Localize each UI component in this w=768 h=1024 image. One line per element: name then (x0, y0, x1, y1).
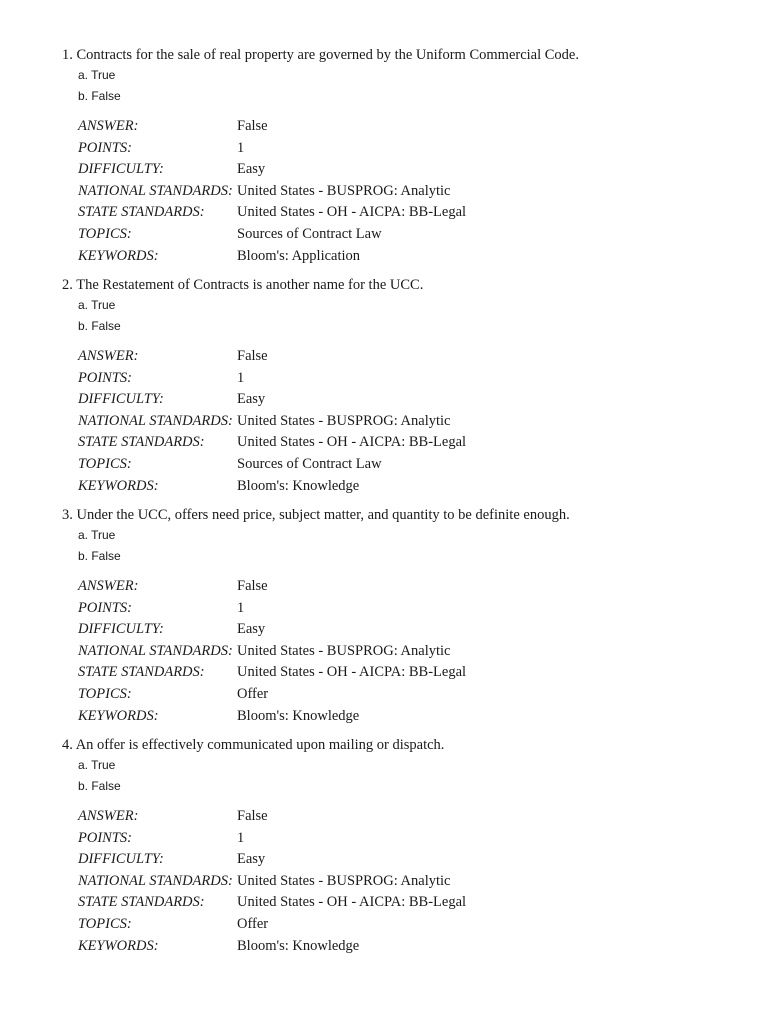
points-row (78, 138, 742, 160)
difficulty-row (78, 849, 742, 871)
answer-metadata (78, 576, 742, 727)
national-standards-row (78, 181, 742, 203)
difficulty-label: DIFFICULTY: (78, 391, 164, 408)
points-label: POINTS: (78, 139, 132, 156)
option-b: b. False (78, 89, 121, 103)
national-standards-row (78, 871, 742, 893)
national-standards-value: United States - BUSPROG: Analytic (237, 182, 451, 199)
answer-row (78, 346, 742, 368)
national-standards-label: NATIONAL STANDARDS: (78, 872, 233, 889)
option-a: a. True (78, 298, 116, 312)
state-standards-label: STATE STANDARDS: (78, 664, 205, 681)
answer-label: ANSWER: (78, 578, 139, 594)
answer-metadata (78, 806, 742, 957)
keywords-value: Bloom's: Application (237, 247, 361, 264)
topics-value: Offer (237, 685, 269, 702)
topics-label: TOPICS: (78, 685, 132, 702)
state-standards-value: United States - OH - AICPA: BB-Legal (237, 434, 467, 451)
option-a: a. True (78, 68, 116, 82)
keywords-value: Bloom's: Knowledge (237, 937, 360, 954)
answer-value: False (237, 808, 268, 824)
difficulty-value: Easy (237, 851, 266, 868)
state-standards-value: United States - OH - AICPA: BB-Legal (237, 664, 467, 681)
answer-row (78, 806, 742, 828)
keywords-row (78, 476, 742, 498)
answer-label: ANSWER: (78, 348, 139, 364)
points-row (78, 828, 742, 850)
keywords-label: KEYWORDS: (78, 247, 159, 264)
points-label: POINTS: (78, 369, 132, 386)
topics-label: TOPICS: (78, 455, 132, 472)
option-a: a. True (78, 528, 116, 542)
national-standards-row (78, 411, 742, 433)
question-stem: 3. Under the UCC, offers need price, subject matter, and quantity to be definite enough. (62, 507, 570, 523)
points-row (78, 368, 742, 390)
state-standards-value: United States - OH - AICPA: BB-Legal (237, 894, 467, 911)
state-standards-label: STATE STANDARDS: (78, 434, 205, 451)
option-b: b. False (78, 319, 121, 333)
answer-label: ANSWER: (78, 808, 139, 824)
national-standards-label: NATIONAL STANDARDS: (78, 182, 233, 199)
national-standards-value: United States - BUSPROG: Analytic (237, 412, 451, 429)
points-label: POINTS: (78, 829, 132, 846)
state-standards-row (78, 662, 742, 684)
topics-value: Sources of Contract Law (237, 455, 382, 472)
answer-row (78, 576, 742, 598)
question-1 (62, 46, 742, 267)
state-standards-label: STATE STANDARDS: (78, 894, 205, 911)
points-row (78, 598, 742, 620)
difficulty-row (78, 389, 742, 411)
keywords-row (78, 936, 742, 958)
question-stem: 4. An offer is effectively communicated upon mailing or dispatch. (62, 737, 445, 753)
keywords-label: KEYWORDS: (78, 477, 159, 494)
difficulty-value: Easy (237, 621, 266, 638)
option-list (78, 525, 742, 567)
keywords-row (78, 246, 742, 268)
topics-label: TOPICS: (78, 915, 132, 932)
keywords-value: Bloom's: Knowledge (237, 477, 360, 494)
answer-metadata (78, 116, 742, 267)
keywords-value: Bloom's: Knowledge (237, 707, 360, 724)
difficulty-row (78, 159, 742, 181)
option-list (78, 755, 742, 797)
question-3 (62, 506, 742, 727)
difficulty-label: DIFFICULTY: (78, 621, 164, 638)
national-standards-value: United States - BUSPROG: Analytic (237, 872, 451, 889)
keywords-label: KEYWORDS: (78, 937, 159, 954)
difficulty-value: Easy (237, 391, 266, 408)
topics-row (78, 684, 742, 706)
topics-value: Sources of Contract Law (237, 225, 382, 242)
state-standards-label: STATE STANDARDS: (78, 204, 205, 221)
question-stem: 1. Contracts for the sale of real property are governed by the Uniform Commercial Code. (62, 47, 579, 63)
question-2 (62, 276, 742, 497)
topics-value: Offer (237, 915, 269, 932)
difficulty-row (78, 619, 742, 641)
difficulty-label: DIFFICULTY: (78, 851, 164, 868)
keywords-row (78, 706, 742, 728)
answer-value: False (237, 578, 268, 594)
answer-value: False (237, 118, 268, 134)
national-standards-row (78, 641, 742, 663)
topics-row (78, 454, 742, 476)
topics-label: TOPICS: (78, 225, 132, 242)
option-list (78, 295, 742, 337)
topics-row (78, 914, 742, 936)
national-standards-label: NATIONAL STANDARDS: (78, 412, 233, 429)
national-standards-label: NATIONAL STANDARDS: (78, 642, 233, 659)
state-standards-row (78, 202, 742, 224)
topics-row (78, 224, 742, 246)
question-stem: 2. The Restatement of Contracts is another name for the UCC. (62, 277, 424, 293)
state-standards-row (78, 432, 742, 454)
answer-metadata (78, 346, 742, 497)
difficulty-value: Easy (237, 161, 266, 178)
points-label: POINTS: (78, 599, 132, 616)
points-value: 1 (237, 369, 245, 386)
answer-row (78, 116, 742, 138)
points-value: 1 (237, 139, 245, 156)
answer-label: ANSWER: (78, 118, 139, 134)
option-b: b. False (78, 549, 121, 563)
national-standards-value: United States - BUSPROG: Analytic (237, 642, 451, 659)
option-a: a. True (78, 758, 116, 772)
points-value: 1 (237, 599, 245, 616)
difficulty-label: DIFFICULTY: (78, 161, 164, 178)
state-standards-value: United States - OH - AICPA: BB-Legal (237, 204, 467, 221)
state-standards-row (78, 892, 742, 914)
keywords-label: KEYWORDS: (78, 707, 159, 724)
points-value: 1 (237, 829, 245, 846)
question-4 (62, 736, 742, 957)
answer-value: False (237, 348, 268, 364)
option-list (78, 65, 742, 107)
option-b: b. False (78, 779, 121, 793)
